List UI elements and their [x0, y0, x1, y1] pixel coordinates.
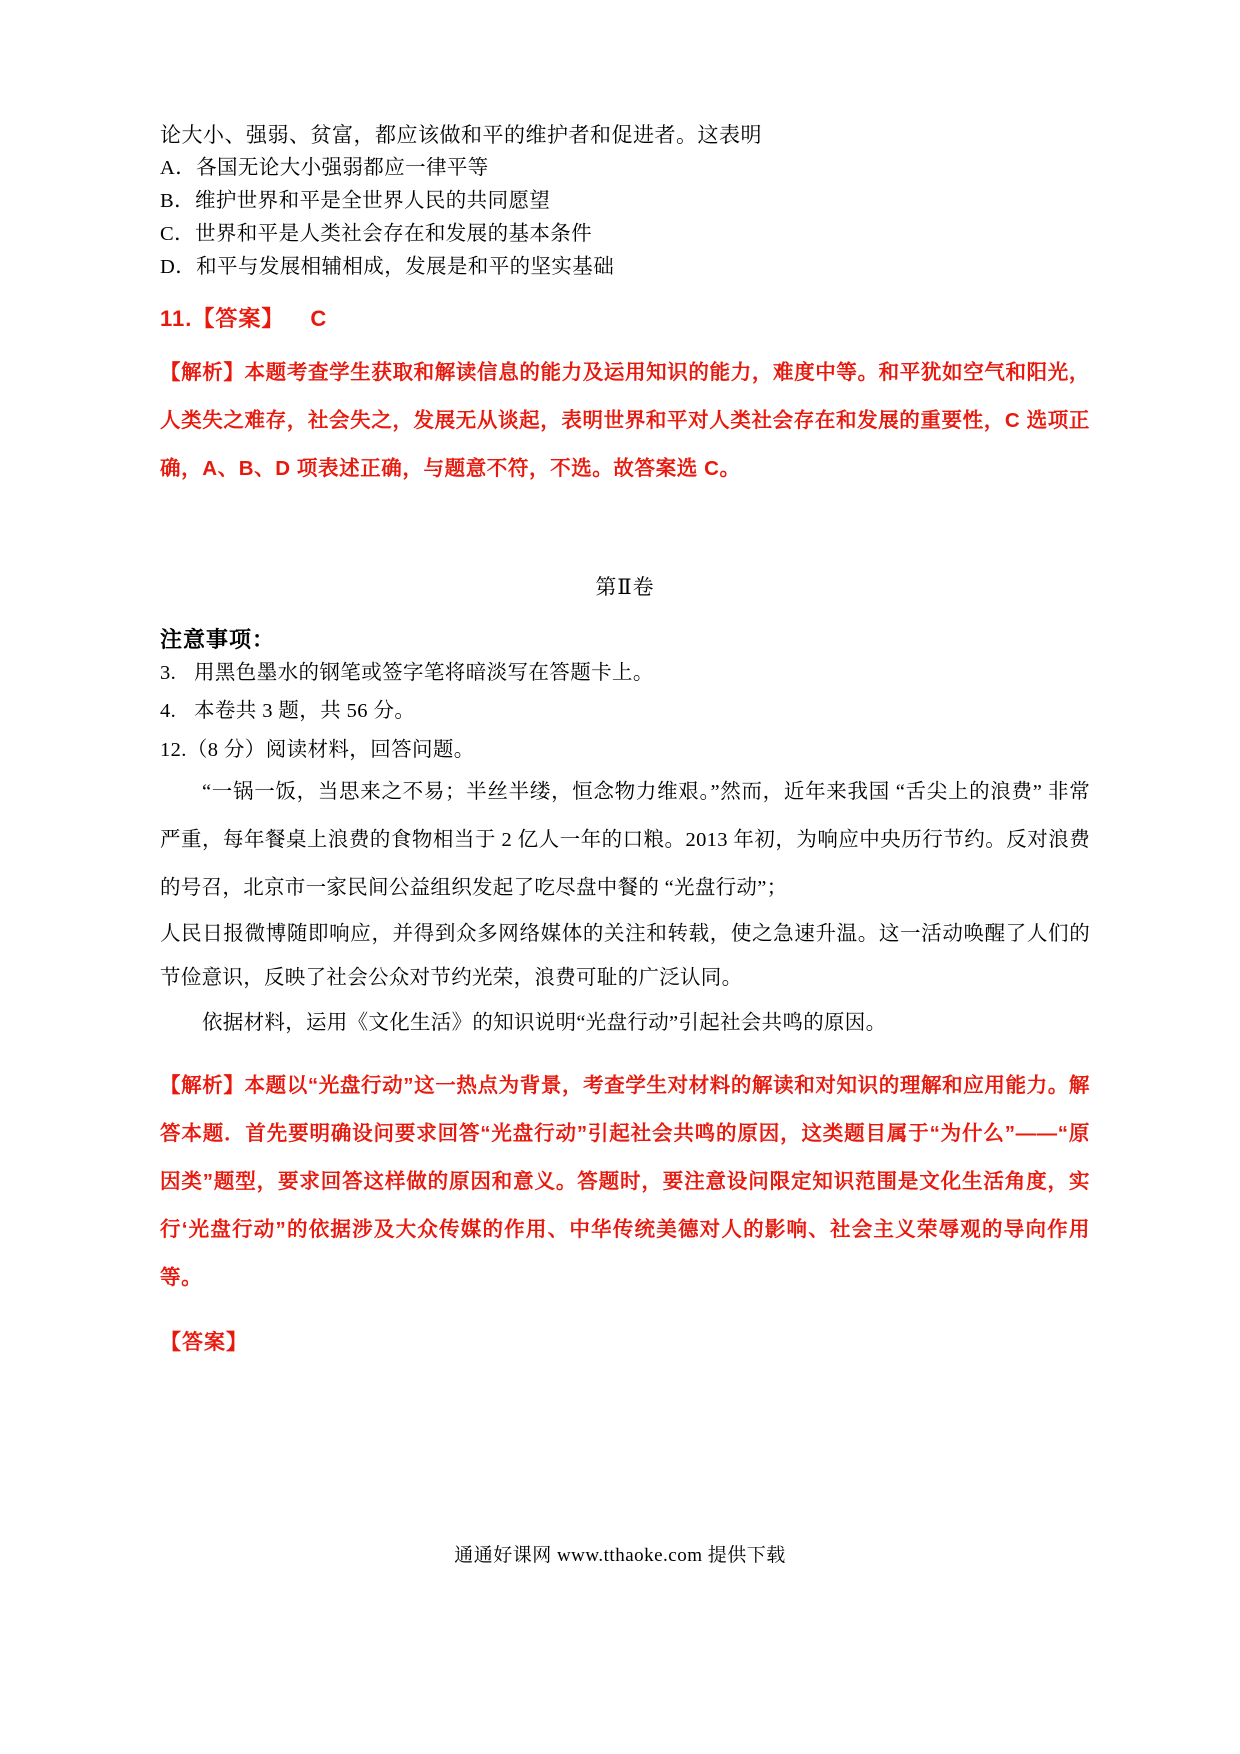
question-11-analysis: 【解析】本题考查学生获取和解读信息的能力及运用知识的能力，难度中等。和平犹如空气和阳光，人类失之难存，社会失之，发展无从谈起，表明世界和平对人类社会存在和发展的重要性，C 选项正确，A、B、D 项表述正确，与题意不符，不选。故答案选 C。 [160, 361, 1090, 480]
question-11-option-b: B．维护世界和平是全世界人民的共同愿望 [160, 190, 551, 212]
notice-text: 本卷共 3 题，共 56 分。 [194, 700, 416, 722]
question-12-ask: 依据材料，运用《文化生活》的知识说明“光盘行动”引起社会共鸣的原因。 [202, 1012, 887, 1034]
question-12-answer-label: 【答案】 [160, 1331, 248, 1354]
page-footer: 通通好课网 www.tthaoke.com 提供下载 [454, 1545, 786, 1566]
notice-text: 用黑色墨水的钢笔或签字笔将暗淡写在答题卡上。 [194, 662, 654, 684]
section-2-title: 第Ⅱ卷 [595, 575, 655, 599]
question-12-analysis: 【解析】本题以“光盘行动”这一热点为背景，考查学生对材料的解读和对知识的理解和应用能力。解答本题．首先要明确设问要求回答“光盘行动”引起社会共鸣的原因，这类题目属于“为什么”——“原因类”题型，要求回答这样做的原因和意义。答题时，要注意设问限定知识范围是文化生活角度，实行‘光盘行动”的依据涉及大众传媒的作用、中华传统美德对人的影响、社会主义荣辱观的导向作用等。 [160, 1074, 1090, 1289]
question-11-stem: 论大小、强弱、贫富，都应该做和平的维护者和促进者。这表明 [160, 123, 762, 147]
notice-number: 4. [160, 700, 177, 722]
notice-number: 3. [160, 662, 177, 684]
question-11-answer [160, 302, 1090, 333]
question-12-head: 12.（8 分）阅读材料，回答问题。 [160, 739, 475, 761]
question-11-option-d: D．和平与发展相辅相成，发展是和平的坚实基础 [160, 256, 615, 278]
notice-item [160, 692, 1090, 730]
question-11-answer-letter: C [310, 306, 328, 331]
question-11-answer-label: 11.【答案】 [160, 306, 285, 331]
notice-item [160, 654, 1090, 692]
question-11-option-c: C．世界和平是人类社会存在和发展的基本条件 [160, 223, 593, 245]
question-12-material-paragraph-2: 人民日报微博随即响应，并得到众多网络媒体的关注和转载，使之急速升温。这一活动唤醒了人们的节俭意识，反映了社会公众对节约光荣，浪费可耻的广泛认同。 [160, 923, 1090, 989]
notice-title: 注意事项： [160, 627, 276, 652]
question-12-material-paragraph-1: “一锅一饭，当思来之不易；半丝半缕，恒念物力维艰。”然而，近年来我国 “舌尖上的浪费” 非常严重，每年餐桌上浪费的食物相当于 2 亿人一年的口粮。2013 年初，为响应中央历行节约。反对浪费的号召，北京市一家民间公益组织发起了吃尽盘中餐的 “光盘行动”； [160, 781, 1090, 899]
question-11-option-a: A．各国无论大小强弱都应一律平等 [160, 157, 489, 179]
document-body [160, 118, 1090, 1356]
